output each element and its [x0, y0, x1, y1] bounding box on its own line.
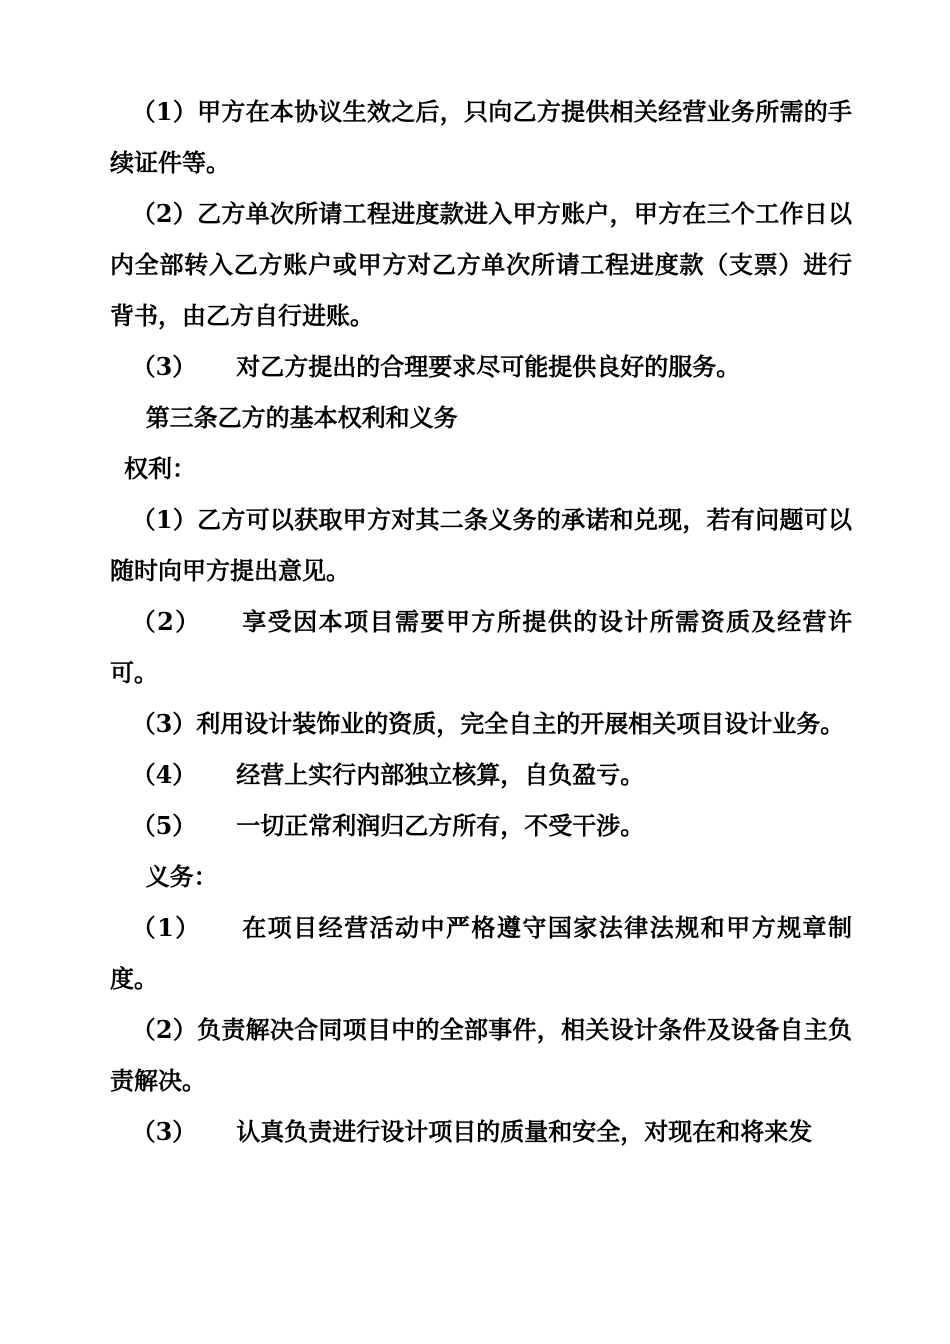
document-page	[110, 0, 852, 1157]
item-text: 甲方在本协议生效之后，只向乙方提供相关经营业务所需的手续证件等。	[110, 97, 852, 177]
item-text: 乙方可以获取甲方对其二条义务的承诺和兑现，若有问题可以随时向甲方提出意见。	[110, 505, 852, 585]
rights-heading: 权利：	[124, 454, 196, 483]
rights-item	[110, 749, 852, 800]
paragraph	[110, 341, 852, 392]
paragraph	[110, 0, 852, 188]
item-text: 享受因本项目需要甲方所提供的设计所需资质及经营许可。	[110, 607, 853, 687]
item-text: 乙方单次所请工程进度款进入甲方账户，甲方在三个工作日以内全部转入乙方账户或甲方对乙方单次所请工程进度款（支票）进行背书，由乙方自行进账。	[110, 199, 852, 330]
item-number: （1）	[131, 97, 198, 126]
item-text: 对乙方提出的合理要求尽可能提供良好的服务。	[236, 352, 741, 381]
duties-item	[110, 1106, 852, 1157]
rights-item	[110, 596, 852, 698]
duties-item	[110, 1004, 852, 1106]
item-text: 在项目经营活动中严格遵守国家法律法规和甲方规章制度。	[110, 913, 853, 993]
item-number: （1）	[131, 913, 201, 942]
item-text: 认真负责进行设计项目的质量和安全，对现在和将来发	[236, 1117, 813, 1146]
duties-item	[110, 902, 852, 1004]
rights-item	[110, 800, 852, 851]
item-text: 利用设计装饰业的资质，完全自主的开展相关项目设计业务。	[196, 709, 845, 738]
duties-heading: 义务：	[145, 862, 218, 891]
rights-item	[110, 494, 852, 596]
article-title: 第三条乙方的基本权利和义务	[145, 403, 458, 432]
item-number: （2）	[131, 199, 198, 228]
rights-item	[110, 698, 852, 749]
item-number: （4）	[131, 760, 197, 789]
item-number: （1）	[131, 505, 198, 534]
item-text: 负责解决合同项目中的全部事件，相关设计条件及设备自主负责解决。	[110, 1015, 852, 1095]
item-number: （2）	[131, 1015, 198, 1044]
item-number: （3）	[131, 709, 197, 738]
item-number: （5）	[131, 811, 197, 840]
paragraph	[110, 188, 852, 341]
item-number: （3）	[131, 1117, 197, 1146]
item-text: 一切正常利润归乙方所有，不受干涉。	[236, 811, 645, 840]
item-text: 经营上实行内部独立核算，自负盈亏。	[236, 760, 645, 789]
item-number: （3）	[131, 352, 197, 381]
item-number: （2）	[131, 607, 201, 636]
